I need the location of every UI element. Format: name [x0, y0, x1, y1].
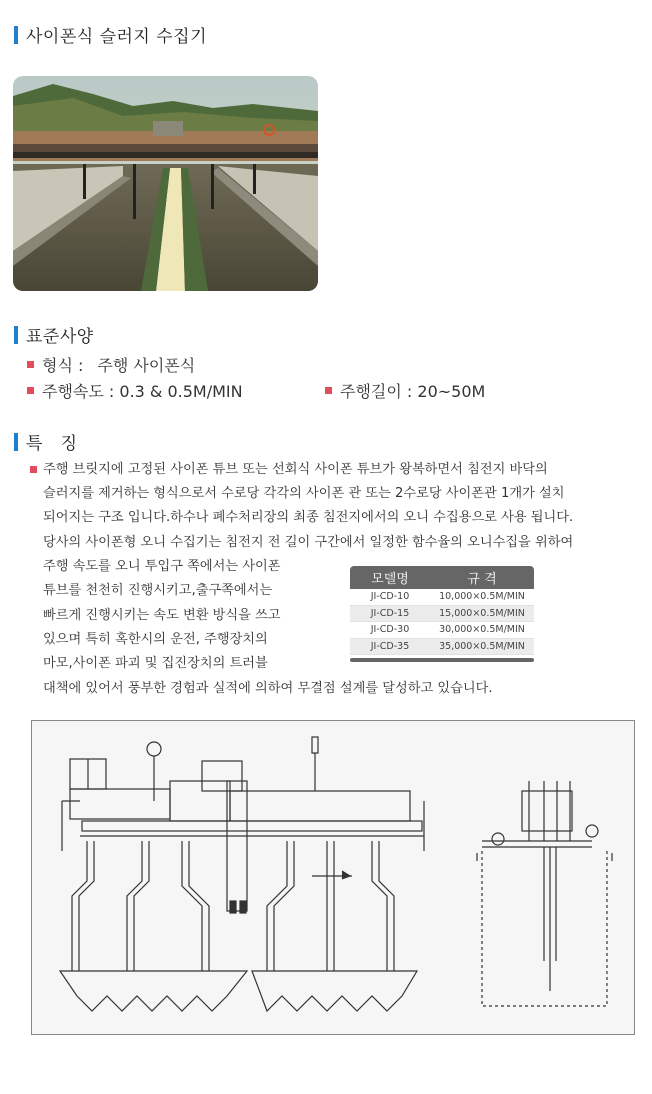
spec-cell: 30,000×0.5M/MIN	[439, 624, 525, 636]
feature-accent-bar	[14, 433, 18, 451]
bullet-square	[30, 466, 37, 473]
spec-section-title-text: 표준사양	[26, 327, 94, 347]
spec-length-line	[325, 379, 485, 402]
spec-type-line	[27, 353, 195, 376]
bullet-square	[27, 387, 34, 394]
column-header-model: 모델명	[371, 572, 409, 587]
column-header-spec: 규 격	[467, 572, 497, 587]
spec-accent-bar	[14, 326, 18, 344]
spec-length-text: 주행길이 : 20~50M	[340, 382, 486, 401]
spec-type-label: 형식 :	[42, 356, 84, 375]
page-title-text: 사이폰식 슬러지 수집기	[26, 27, 208, 47]
feature-line: 마모,사이폰 파괴 및 집진장치의 트러블	[43, 656, 268, 671]
feature-line: 당사의 사이폰형 오니 수집기는 침전지 전 길이 구간에서 일정한 함수율의 오니수집을 위하여	[43, 535, 574, 550]
feature-line: 주행 속도를 오니 투입구 쪽에서는 사이폰	[43, 559, 281, 574]
table-bottom-bar	[350, 658, 534, 662]
bullet-square	[27, 361, 34, 368]
feature-line: 되어지는 구조 입니다.하수나 폐수처리장의 최종 침전지에서의 오니 수집용으로 사용 됩니다.	[43, 510, 574, 525]
title-accent-bar	[14, 26, 18, 44]
feature-line: 주행 브릿지에 고정된 사이폰 튜브 또는 선회식 사이폰 튜브가 왕복하면서 침전지 바닥의	[43, 462, 548, 477]
spec-cell: 35,000×0.5M/MIN	[439, 640, 525, 652]
feature-line: 튜브를 천천히 진행시키고,출구쪽에서는	[43, 583, 273, 598]
table-row	[350, 589, 534, 606]
spec-speed-text: 주행속도 : 0.3 & 0.5M/MIN	[42, 382, 243, 401]
table-header	[350, 566, 534, 589]
spec-cell: 10,000×0.5M/MIN	[439, 591, 525, 603]
model-cell: JI-CD-15	[370, 607, 410, 619]
feature-line: 있으며 특히 혹한시의 운전, 주행장치의	[43, 632, 268, 647]
model-cell: JI-CD-30	[370, 624, 410, 636]
feature-section-title-text: 특 징	[26, 434, 78, 454]
feature-line: 빠르게 진행시키는 속도 변환 방식을 쓰고	[43, 608, 281, 623]
model-cell: JI-CD-35	[370, 640, 410, 652]
feature-section-title	[14, 429, 78, 454]
sedimentation-tank-photo	[13, 76, 318, 291]
feature-line: 슬러지를 제거하는 형식으로서 수로당 각각의 사이폰 관 또는 2수로당 사이폰관 1개가 설치	[43, 486, 565, 501]
model-spec-table	[350, 566, 534, 662]
page-title	[14, 22, 207, 47]
table-row	[350, 639, 534, 656]
spec-speed-line	[27, 379, 243, 402]
spec-type-value: 주행 사이폰식	[97, 356, 196, 375]
table-row	[350, 606, 534, 623]
spec-section-title	[14, 322, 94, 347]
spec-cell: 15,000×0.5M/MIN	[439, 607, 525, 619]
model-cell: JI-CD-10	[370, 591, 410, 603]
feature-line: 대책에 있어서 풍부한 경험과 실적에 의하여 무결점 설계를 달성하고 있습니다.	[43, 681, 493, 696]
technical-drawing	[31, 720, 635, 1035]
table-row	[350, 622, 534, 639]
bullet-square	[325, 387, 332, 394]
